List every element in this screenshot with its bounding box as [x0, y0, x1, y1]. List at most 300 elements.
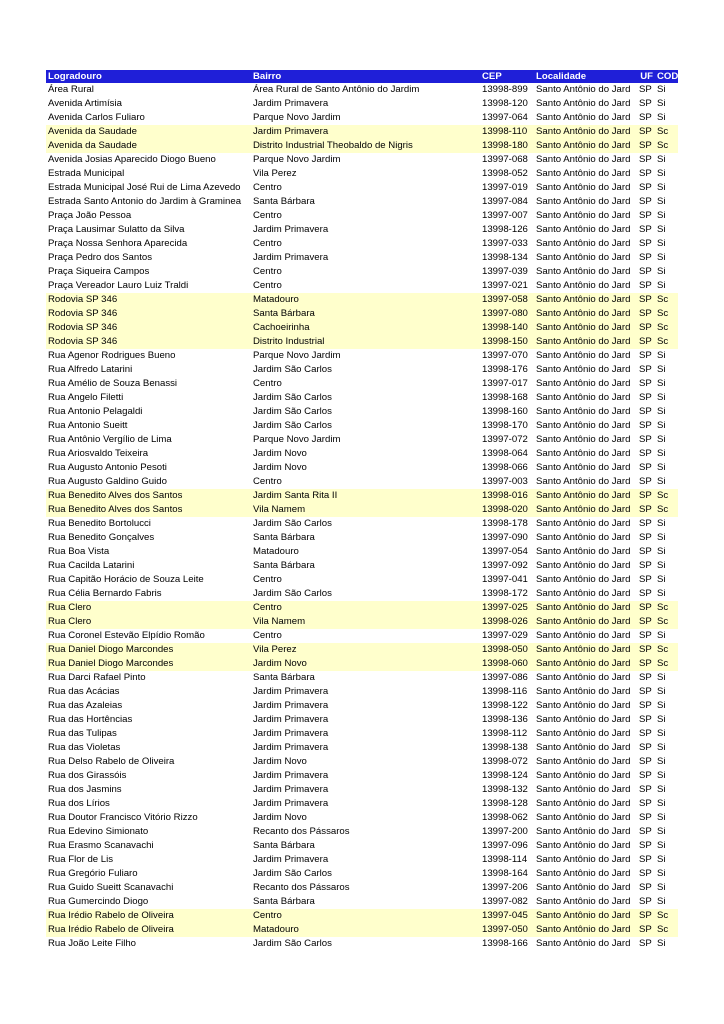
cell-localidade: Santo Antônio do Jard — [536, 420, 631, 431]
cell-uf: SP — [637, 139, 655, 153]
table-row — [46, 699, 678, 713]
cell-localidade: Santo Antônio do Jard — [536, 868, 631, 879]
cell-localidade: Santo Antônio do Jard — [536, 434, 631, 445]
cell-cod: Si — [657, 896, 666, 907]
cell-cep: 13997-082 — [482, 896, 528, 907]
cell-bairro: Jardim Primavera — [253, 728, 329, 739]
cell-bairro: Jardim Primavera — [253, 98, 329, 109]
cell-uf: SP — [639, 84, 652, 95]
cell-cod: Si — [657, 588, 666, 599]
cell-localidade: Santo Antônio do Jard — [536, 98, 631, 109]
cell-localidade: Santo Antônio do Jard — [536, 182, 631, 193]
cell-uf: SP — [639, 812, 652, 823]
cell-uf: SP — [639, 672, 652, 683]
cell-cod: Si — [657, 700, 666, 711]
cell-cod: Si — [657, 406, 666, 417]
cell-cep: 13998-132 — [482, 784, 528, 795]
cell-bairro: Jardim São Carlos — [253, 938, 332, 949]
cell-localidade: Santo Antônio do Jard — [534, 643, 637, 657]
cell-localidade: Santo Antônio do Jard — [536, 532, 631, 543]
cell-localidade: Santo Antônio do Jard — [536, 406, 631, 417]
cell-logradouro: Rua Alfredo Latarini — [48, 364, 133, 375]
cell-logradouro: Rua Gumercindo Diogo — [48, 896, 149, 907]
cell-cod: Si — [657, 280, 666, 291]
cell-cod: Si — [657, 154, 666, 165]
cell-cod: Si — [657, 770, 666, 781]
cell-cod: Sc — [655, 321, 678, 335]
table-row — [46, 503, 678, 517]
table-row — [46, 83, 678, 97]
cell-logradouro: Rua Doutor Francisco Vitório Rizzo — [48, 812, 198, 823]
cell-cep: 13998-126 — [482, 224, 528, 235]
cell-localidade: Santo Antônio do Jard — [536, 364, 631, 375]
cell-cod: Si — [657, 392, 666, 403]
cell-cep: 13997-017 — [482, 378, 528, 389]
cell-uf: SP — [637, 125, 655, 139]
cell-localidade: Santo Antônio do Jard — [534, 657, 637, 671]
cell-bairro: Jardim Primavera — [251, 125, 480, 139]
cell-localidade: Santo Antônio do Jard — [536, 280, 631, 291]
cell-logradouro: Rua Irédio Rabelo de Oliveira — [46, 909, 251, 923]
table-row — [46, 251, 678, 265]
cell-uf: SP — [639, 196, 652, 207]
header-row — [46, 70, 678, 83]
cell-cod: Si — [657, 826, 666, 837]
cell-logradouro: Rua das Azaleias — [48, 700, 123, 711]
cell-bairro: Jardim Novo — [253, 448, 307, 459]
cell-localidade: Santo Antônio do Jard — [536, 686, 631, 697]
cell-cod: Si — [657, 84, 666, 95]
cell-cep: 13998-016 — [480, 489, 534, 503]
cell-cep: 13998-899 — [482, 84, 528, 95]
cell-localidade: Santo Antônio do Jard — [536, 546, 631, 557]
cell-logradouro: Avenida Artimísia — [48, 98, 122, 109]
table-row — [46, 895, 678, 909]
cell-bairro: Distrito Industrial Theobaldo de Nigris — [251, 139, 480, 153]
table-row — [46, 881, 678, 895]
table-row — [46, 867, 678, 881]
cell-cod: Si — [657, 224, 666, 235]
cell-localidade: Santo Antônio do Jard — [536, 882, 631, 893]
cell-uf: SP — [639, 742, 652, 753]
cell-uf: SP — [639, 182, 652, 193]
cell-logradouro: Rua das Hortências — [48, 714, 133, 725]
cell-uf: SP — [639, 210, 652, 221]
cell-uf: SP — [639, 392, 652, 403]
cell-cep: 13998-116 — [482, 686, 528, 697]
cell-localidade: Santo Antônio do Jard — [536, 770, 631, 781]
cell-logradouro: Avenida da Saudade — [46, 139, 251, 153]
cell-cep: 13998-112 — [482, 728, 528, 739]
cell-localidade: Santo Antônio do Jard — [536, 196, 631, 207]
table-row — [46, 363, 678, 377]
cell-localidade: Santo Antônio do Jard — [536, 112, 631, 123]
cell-localidade: Santo Antônio do Jard — [534, 139, 637, 153]
cell-bairro: Jardim Primavera — [253, 784, 329, 795]
cell-bairro: Santa Bárbara — [253, 896, 315, 907]
cell-uf: SP — [637, 489, 655, 503]
cell-cep: 13997-072 — [482, 434, 528, 445]
cell-cep: 13998-064 — [482, 448, 528, 459]
table-row — [46, 377, 678, 391]
cell-uf: SP — [639, 588, 652, 599]
cell-localidade: Santo Antônio do Jard — [536, 476, 631, 487]
cell-bairro: Jardim São Carlos — [253, 392, 332, 403]
cell-cep: 13997-054 — [482, 546, 528, 557]
cell-localidade: Santo Antônio do Jard — [536, 462, 631, 473]
cell-cod: Si — [657, 266, 666, 277]
cell-cod: Si — [657, 238, 666, 249]
cell-logradouro: Rua Benedito Alves dos Santos — [46, 503, 251, 517]
cell-cod: Sc — [655, 657, 678, 671]
cell-cod: Si — [657, 812, 666, 823]
cell-cep: 13998-110 — [480, 125, 534, 139]
cell-logradouro: Rua Benedito Alves dos Santos — [46, 489, 251, 503]
cell-localidade: Santo Antônio do Jard — [534, 489, 637, 503]
cell-cod: Si — [657, 714, 666, 725]
cell-bairro: Distrito Industrial — [251, 335, 480, 349]
cell-logradouro: Rua Benedito Gonçalves — [48, 532, 155, 543]
cell-localidade: Santo Antônio do Jard — [534, 335, 637, 349]
cell-localidade: Santo Antônio do Jard — [536, 392, 631, 403]
cell-uf: SP — [637, 321, 655, 335]
table-row — [46, 531, 678, 545]
cell-bairro: Parque Novo Jardim — [253, 112, 341, 123]
cell-uf: SP — [637, 335, 655, 349]
cell-uf: SP — [639, 728, 652, 739]
cell-cod: Si — [657, 168, 666, 179]
cell-cep: 13997-039 — [482, 266, 528, 277]
cell-localidade: Santo Antônio do Jard — [536, 938, 631, 949]
cell-cod: Si — [657, 630, 666, 641]
cell-localidade: Santo Antônio do Jard — [536, 378, 631, 389]
cell-localidade: Santo Antônio do Jard — [534, 293, 637, 307]
cell-bairro: Centro — [253, 210, 282, 221]
cell-bairro: Jardim Santa Rita II — [251, 489, 480, 503]
header-cod: COD — [657, 71, 678, 82]
cell-cod: Si — [657, 742, 666, 753]
cell-bairro: Vila Perez — [253, 168, 297, 179]
table-row — [46, 601, 678, 615]
cell-bairro: Jardim Primavera — [253, 252, 329, 263]
cell-bairro: Centro — [253, 574, 282, 585]
cell-uf: SP — [639, 882, 652, 893]
cell-bairro: Centro — [253, 476, 282, 487]
cell-cep: 13998-066 — [482, 462, 528, 473]
cell-cod: Si — [657, 350, 666, 361]
cell-uf: SP — [639, 462, 652, 473]
cell-cep: 13998-172 — [482, 588, 528, 599]
cell-cod: Sc — [655, 615, 678, 629]
cell-logradouro: Área Rural — [48, 84, 94, 95]
table-row — [46, 923, 678, 937]
table-row — [46, 657, 678, 671]
cell-logradouro: Avenida Carlos Fuliaro — [48, 112, 145, 123]
cell-uf: SP — [639, 784, 652, 795]
cell-uf: SP — [637, 615, 655, 629]
cell-bairro: Centro — [251, 601, 480, 615]
cell-cod: Sc — [655, 643, 678, 657]
cell-logradouro: Rua Antonio Pelagaldi — [48, 406, 143, 417]
cell-logradouro: Estrada Municipal — [48, 168, 125, 179]
cell-localidade: Santo Antônio do Jard — [534, 125, 637, 139]
table-row — [46, 139, 678, 153]
cell-bairro: Matadouro — [251, 293, 480, 307]
cell-localidade: Santo Antônio do Jard — [536, 266, 631, 277]
table-row — [46, 125, 678, 139]
header-uf: UF — [637, 70, 655, 83]
cell-uf: SP — [639, 868, 652, 879]
cell-localidade: Santo Antônio do Jard — [534, 503, 637, 517]
cell-localidade: Santo Antônio do Jard — [536, 574, 631, 585]
cell-localidade: Santo Antônio do Jard — [534, 909, 637, 923]
table-row — [46, 419, 678, 433]
cell-cep: 13998-164 — [482, 868, 528, 879]
cell-bairro: Parque Novo Jardim — [253, 434, 341, 445]
cell-uf: SP — [639, 364, 652, 375]
cell-cod: Si — [657, 756, 666, 767]
table-body — [46, 83, 678, 951]
cell-logradouro: Rua Gregório Fuliaro — [48, 868, 138, 879]
cell-cod: Si — [657, 574, 666, 585]
cell-uf: SP — [639, 420, 652, 431]
table-row — [46, 671, 678, 685]
cell-logradouro: Rua Daniel Diogo Marcondes — [46, 657, 251, 671]
cell-logradouro: Rua Flor de Lis — [48, 854, 114, 865]
cell-localidade: Santo Antônio do Jard — [536, 238, 631, 249]
cell-cep: 13997-029 — [482, 630, 528, 641]
cell-uf: SP — [637, 601, 655, 615]
cell-cod: Si — [657, 784, 666, 795]
cell-cep: 13997-084 — [482, 196, 528, 207]
cell-bairro: Recanto dos Pássaros — [253, 882, 350, 893]
cell-cep: 13998-178 — [482, 518, 528, 529]
table-row — [46, 769, 678, 783]
table-row — [46, 727, 678, 741]
cell-cep: 13998-140 — [480, 321, 534, 335]
cell-cep: 13998-060 — [480, 657, 534, 671]
cell-localidade: Santo Antônio do Jard — [534, 615, 637, 629]
cell-cep: 13998-062 — [482, 812, 528, 823]
cell-logradouro: Rua das Acácias — [48, 686, 120, 697]
cell-localidade: Santo Antônio do Jard — [536, 672, 631, 683]
cell-logradouro: Rua João Leite Filho — [48, 938, 136, 949]
cell-cep: 13998-176 — [482, 364, 528, 375]
cell-cod: Si — [657, 798, 666, 809]
cell-localidade: Santo Antônio do Jard — [536, 896, 631, 907]
cell-uf: SP — [639, 224, 652, 235]
address-table — [46, 70, 678, 951]
cell-bairro: Parque Novo Jardim — [253, 154, 341, 165]
cell-logradouro: Rua Guido Sueitt Scanavachi — [48, 882, 174, 893]
cell-logradouro: Rua Capitão Horácio de Souza Leite — [48, 574, 204, 585]
cell-logradouro: Rua Agenor Rodrigues Bueno — [48, 350, 176, 361]
table-row — [46, 559, 678, 573]
cell-cod: Si — [657, 854, 666, 865]
cell-bairro: Centro — [253, 266, 282, 277]
table-row — [46, 545, 678, 559]
cell-bairro: Jardim São Carlos — [253, 868, 332, 879]
cell-cep: 13998-050 — [480, 643, 534, 657]
table-row — [46, 405, 678, 419]
cell-bairro: Jardim Primavera — [253, 714, 329, 725]
cell-logradouro: Rua das Violetas — [48, 742, 121, 753]
cell-uf: SP — [639, 406, 652, 417]
cell-logradouro: Rua dos Jasmins — [48, 784, 122, 795]
cell-uf: SP — [639, 938, 652, 949]
cell-uf: SP — [637, 307, 655, 321]
cell-bairro: Jardim Primavera — [253, 224, 329, 235]
cell-cod: Si — [657, 182, 666, 193]
cell-uf: SP — [639, 756, 652, 767]
cell-uf: SP — [639, 434, 652, 445]
cell-bairro: Jardim Primavera — [253, 700, 329, 711]
cell-bairro: Centro — [253, 378, 282, 389]
cell-cep: 13998-120 — [482, 98, 528, 109]
cell-cep: 13997-019 — [482, 182, 528, 193]
table-row — [46, 615, 678, 629]
cell-localidade: Santo Antônio do Jard — [536, 728, 631, 739]
cell-cep: 13997-086 — [482, 672, 528, 683]
cell-uf: SP — [639, 112, 652, 123]
cell-localidade: Santo Antônio do Jard — [536, 798, 631, 809]
cell-localidade: Santo Antônio do Jard — [536, 252, 631, 263]
cell-cep: 13998-150 — [480, 335, 534, 349]
cell-logradouro: Rodovia SP 346 — [46, 321, 251, 335]
cell-localidade: Santo Antônio do Jard — [536, 756, 631, 767]
cell-uf: SP — [637, 503, 655, 517]
cell-logradouro: Rua Erasmo Scanavachi — [48, 840, 154, 851]
cell-localidade: Santo Antônio do Jard — [536, 448, 631, 459]
cell-cod: Si — [657, 210, 666, 221]
cell-uf: SP — [639, 560, 652, 571]
cell-uf: SP — [639, 630, 652, 641]
cell-localidade: Santo Antônio do Jard — [536, 784, 631, 795]
cell-cod: Si — [657, 364, 666, 375]
cell-uf: SP — [639, 574, 652, 585]
cell-logradouro: Rua Amélio de Souza Benassi — [48, 378, 178, 389]
cell-bairro: Jardim Novo — [251, 657, 480, 671]
table-row — [46, 293, 678, 307]
cell-logradouro: Rua Irédio Rabelo de Oliveira — [46, 923, 251, 937]
cell-bairro: Jardim Primavera — [253, 798, 329, 809]
cell-localidade: Santo Antônio do Jard — [536, 854, 631, 865]
cell-localidade: Santo Antônio do Jard — [536, 742, 631, 753]
cell-bairro: Santa Bárbara — [253, 532, 315, 543]
cell-bairro: Jardim São Carlos — [253, 588, 332, 599]
cell-bairro: Jardim São Carlos — [253, 518, 332, 529]
cell-localidade: Santo Antônio do Jard — [536, 588, 631, 599]
cell-bairro: Parque Novo Jardim — [253, 350, 341, 361]
cell-logradouro: Rua Edevino Simionato — [48, 826, 149, 837]
cell-cep: 13998-180 — [480, 139, 534, 153]
cell-uf: SP — [639, 378, 652, 389]
cell-bairro: Matadouro — [251, 923, 480, 937]
cell-cep: 13997-096 — [482, 840, 528, 851]
cell-cod: Si — [657, 448, 666, 459]
cell-localidade: Santo Antônio do Jard — [534, 307, 637, 321]
cell-localidade: Santo Antônio do Jard — [536, 560, 631, 571]
cell-logradouro: Rua Augusto Galdino Guido — [48, 476, 167, 487]
table-row — [46, 629, 678, 643]
cell-cep: 13997-007 — [482, 210, 528, 221]
cell-localidade: Santo Antônio do Jard — [536, 630, 631, 641]
cell-localidade: Santo Antônio do Jard — [536, 826, 631, 837]
cell-localidade: Santo Antônio do Jard — [536, 168, 631, 179]
cell-logradouro: Praça Vereador Lauro Luiz Traldi — [48, 280, 189, 291]
cell-localidade: Santo Antônio do Jard — [536, 210, 631, 221]
cell-uf: SP — [639, 532, 652, 543]
cell-uf: SP — [639, 252, 652, 263]
cell-uf: SP — [639, 826, 652, 837]
cell-uf: SP — [639, 448, 652, 459]
cell-cod: Si — [657, 728, 666, 739]
cell-bairro: Jardim Primavera — [253, 770, 329, 781]
table-row — [46, 209, 678, 223]
cell-cod: Si — [657, 686, 666, 697]
table-row — [46, 279, 678, 293]
cell-cep: 13998-160 — [482, 406, 528, 417]
cell-cep: 13997-092 — [482, 560, 528, 571]
cell-cod: Sc — [655, 293, 678, 307]
header-cep: CEP — [480, 70, 534, 83]
cell-bairro: Santa Bárbara — [253, 840, 315, 851]
cell-bairro: Jardim São Carlos — [253, 364, 332, 375]
cell-bairro: Centro — [253, 238, 282, 249]
cell-localidade: Santo Antônio do Jard — [536, 812, 631, 823]
cell-cep: 13998-136 — [482, 714, 528, 725]
header-bairro: Bairro — [251, 70, 480, 83]
cell-bairro: Jardim São Carlos — [253, 420, 332, 431]
cell-bairro: Centro — [253, 280, 282, 291]
table-row — [46, 349, 678, 363]
cell-uf: SP — [639, 546, 652, 557]
cell-cod: Sc — [655, 601, 678, 615]
cell-localidade: Santo Antônio do Jard — [536, 154, 631, 165]
cell-cep: 13998-166 — [482, 938, 528, 949]
cell-bairro: Santa Bárbara — [253, 672, 315, 683]
cell-logradouro: Avenida Josias Aparecido Diogo Bueno — [48, 154, 216, 165]
cell-cep: 13997-050 — [480, 923, 534, 937]
cell-cod: Si — [657, 462, 666, 473]
cell-uf: SP — [639, 350, 652, 361]
cell-localidade: Santo Antônio do Jard — [534, 923, 637, 937]
cell-localidade: Santo Antônio do Jard — [536, 224, 631, 235]
cell-bairro: Santa Bárbara — [253, 560, 315, 571]
cell-logradouro: Rua Boa Vista — [48, 546, 110, 557]
cell-logradouro: Rodovia SP 346 — [46, 293, 251, 307]
cell-bairro: Jardim Primavera — [253, 742, 329, 753]
cell-bairro: Jardim Novo — [253, 462, 307, 473]
cell-bairro: Área Rural de Santo Antônio do Jardim — [253, 84, 420, 95]
table-row — [46, 853, 678, 867]
cell-cod: Sc — [655, 125, 678, 139]
cell-logradouro: Rua Coronel Estevão Elpídio Romão — [48, 630, 205, 641]
cell-cod: Si — [657, 420, 666, 431]
cell-bairro: Vila Perez — [251, 643, 480, 657]
cell-logradouro: Rua Célia Bernardo Fabris — [48, 588, 162, 599]
cell-localidade: Santo Antônio do Jard — [536, 84, 631, 95]
cell-logradouro: Rua dos Girassóis — [48, 770, 127, 781]
cell-cod: Sc — [655, 909, 678, 923]
cell-bairro: Jardim Primavera — [253, 686, 329, 697]
cell-logradouro: Rodovia SP 346 — [46, 307, 251, 321]
table-row — [46, 489, 678, 503]
cell-cep: 13998-134 — [482, 252, 528, 263]
cell-uf: SP — [639, 168, 652, 179]
cell-cep: 13998-170 — [482, 420, 528, 431]
cell-logradouro: Rua Benedito Bortolucci — [48, 518, 151, 529]
